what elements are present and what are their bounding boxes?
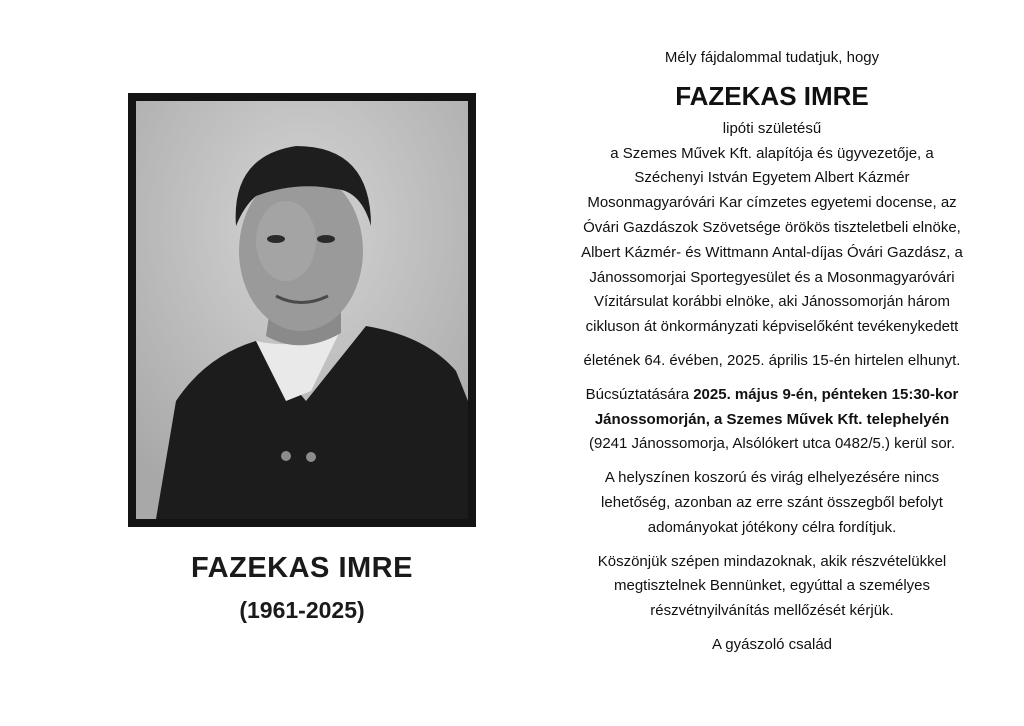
notice-name-heading: FAZEKAS IMRE (675, 80, 869, 111)
thanks-line: Köszönjük szépen mindazoknak, akik részvételükkel (597, 552, 947, 570)
portrait-photo-frame (128, 93, 476, 527)
portrait-photo (136, 101, 468, 519)
funeral-prefix: Búcsúztatására (585, 385, 694, 403)
thanks-line: részvétnyilvánítás mellőzését kérjük. (650, 602, 894, 620)
bio-line: Mosonmagyaróvári Kar címzetes egyetemi docense, az (587, 194, 957, 212)
bio-line: Jánossomorjai Sportegyesület és a Mosonmagyaróvári (589, 268, 955, 286)
obituary-notice (538, 46, 1006, 658)
notice-intro: Mély fájdalommal tudatjuk, hogy (664, 49, 880, 66)
thanks-line: megtisztelnek Bennünket, egyúttal a személyes (613, 577, 930, 595)
notice-signature: A gyászoló család (711, 635, 833, 653)
bio-line: a Szemes Művek Kft. alapítója és ügyvezetője, a (610, 144, 934, 162)
notice-thanks (538, 550, 1006, 624)
funeral-date-line (538, 383, 1006, 408)
bio-line: Vízitársulat korábbi elnöke, aki Jánossomorján három (593, 293, 950, 311)
bio-line: Széchenyi István Egyetem Albert Kázmér (634, 169, 910, 187)
bio-line: lipóti születésű (722, 119, 822, 137)
flowers-line: lehetőség, azonban az erre szánt összegből befolyt (601, 493, 943, 511)
portrait-illustration (136, 101, 468, 519)
funeral-place: Jánossomorján, a Szemes Művek Kft. telephelyén (594, 410, 950, 428)
notice-biography (538, 117, 1006, 340)
notice-death-line: életének 64. évében, 2025. április 15-én hirtelen elhunyt. (583, 351, 961, 369)
notice-flowers (538, 466, 1006, 540)
funeral-date: 2025. május 9-én, pénteken 15:30-kor (693, 385, 959, 403)
bio-line: cikluson át önkormányzati képviselőként tevékenykedett (585, 318, 959, 336)
bio-line: Óvári Gazdászok Szövetsége örökös tiszteletbeli elnöke, (583, 218, 961, 236)
flowers-line: adományokat jótékony célra fordítjuk. (647, 518, 897, 536)
notice-funeral (538, 383, 1006, 457)
portrait-caption-years: (1961-2025) (239, 597, 365, 623)
flowers-line: A helyszínen koszorú és virág elhelyezésére nincs (604, 469, 940, 487)
bio-line: Albert Kázmér- és Wittmann Antal-díjas Óvári Gazdász, a (581, 243, 963, 261)
portrait-caption-name: FAZEKAS IMRE (191, 552, 413, 584)
funeral-address: (9241 Jánossomorja, Alsólókert utca 0482/5.) kerül sor. (588, 435, 956, 453)
